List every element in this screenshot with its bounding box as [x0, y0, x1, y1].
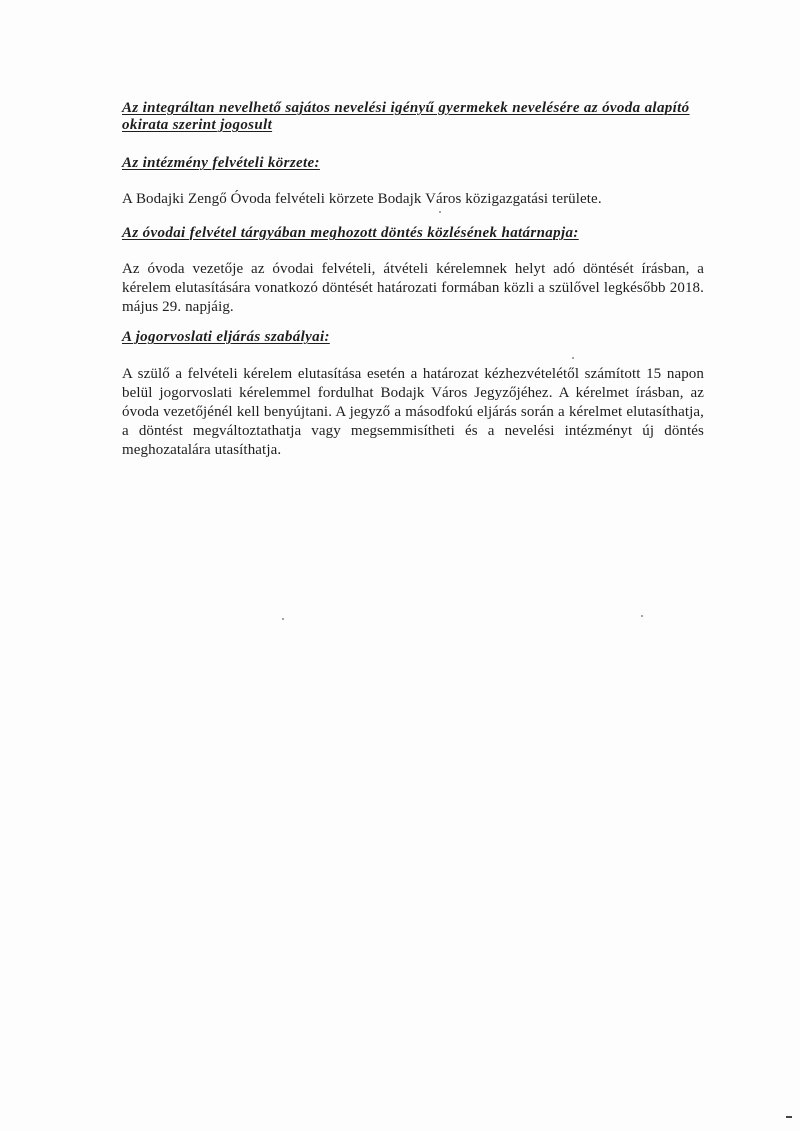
paragraph-admission-district: A Bodajki Zengő Óvoda felvételi körzete Bodajk Város közigazgatási területe.: [122, 191, 602, 207]
heading-decision-deadline: Az óvodai felvétel tárgyában meghozott döntés közlésének határnapja:: [122, 225, 579, 241]
scan-mark: [786, 1116, 792, 1118]
heading-sen-children-eligibility: Az integráltan nevelhető sajátos nevelési igényű gyermekek nevelésére az óvoda alapító okirata szerint jogosult: [122, 100, 690, 133]
scan-speck: [572, 357, 574, 359]
heading-admission-district: Az intézmény felvételi körzete:: [122, 155, 320, 171]
scan-speck: [641, 615, 643, 617]
paragraph-decision-deadline: Az óvoda vezetője az óvodai felvételi, átvételi kérelemnek helyt adó döntését írásban, a kérelem elutasítására vonatkozó döntését határozati formában közli a szülővel legkésőbb 2018. május 29. napjáig.: [122, 261, 704, 315]
scan-speck: [282, 618, 284, 620]
paragraph-legal-remedy-rules: A szülő a felvételi kérelem elutasítása esetén a határozat kézhezvételétől számított 15 napon belül jogorvoslati kérelemmel fordulhat Bodajk Város Jegyzőjéhez. A kérelmet írásban, az óvoda vezetőjénél kell benyújtani. A jegyző a másodfokú eljárás során a kérelmet elutasíthatja, a döntést megváltoztathatja vagy megsemmisítheti és a nevelési intézményt új döntés meghozatalára utasíthatja.: [122, 366, 704, 458]
scan-speck: [439, 211, 441, 213]
heading-legal-remedy-rules: A jogorvoslati eljárás szabályai:: [122, 329, 330, 345]
